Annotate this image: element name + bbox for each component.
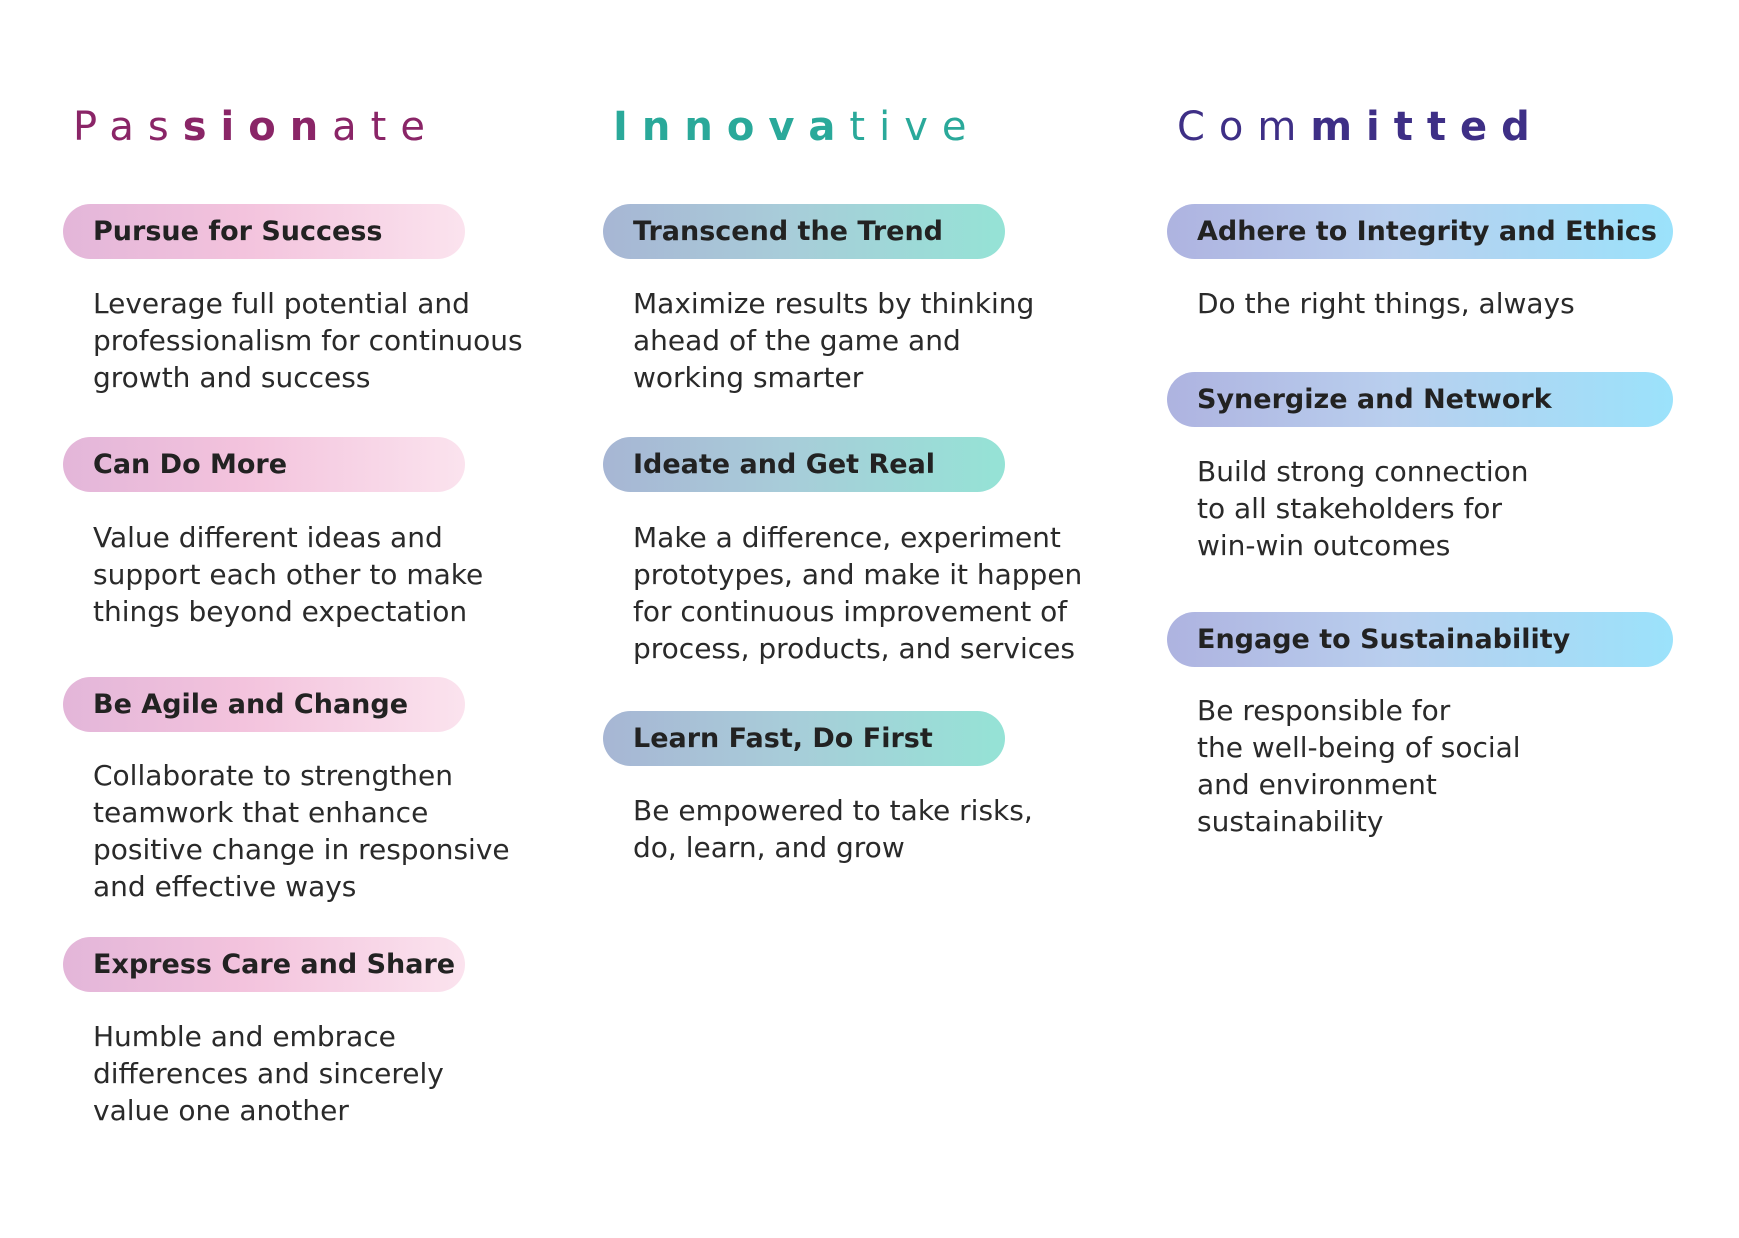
description-line: and environment xyxy=(1197,768,1437,801)
description-line: do, learn, and grow xyxy=(633,831,905,864)
description-line: process, products, and services xyxy=(633,632,1075,665)
value-pill: Engage to Sustainability xyxy=(1167,612,1673,667)
description-line: positive change in responsive xyxy=(93,833,510,866)
heading-passionate xyxy=(73,102,439,152)
value-description xyxy=(93,285,523,396)
description-line: for continuous improvement of xyxy=(633,595,1068,628)
value-pill: Ideate and Get Real xyxy=(603,437,1005,492)
description-line: Build strong connection xyxy=(1197,455,1529,488)
value-pill: Transcend the Trend xyxy=(603,204,1005,259)
description-line: Make a difference, experiment xyxy=(633,521,1061,554)
description-line: win-win outcomes xyxy=(1197,529,1451,562)
value-pill: Express Care and Share xyxy=(63,937,465,992)
description-line: Collaborate to strengthen xyxy=(93,759,453,792)
description-line: and effective ways xyxy=(93,870,357,903)
description-line: growth and success xyxy=(93,361,371,394)
column-passionate xyxy=(63,0,563,1238)
description-line: teamwork that enhance xyxy=(93,796,429,829)
value-description xyxy=(93,757,510,905)
column-innovative xyxy=(603,0,1123,1238)
heading-part: Innova xyxy=(613,104,850,150)
description-line: Maximize results by thinking xyxy=(633,287,1035,320)
description-line: value one another xyxy=(93,1094,349,1127)
value-description xyxy=(1197,453,1528,564)
heading-committed xyxy=(1177,102,1544,152)
value-description xyxy=(93,519,483,630)
value-pill: Pursue for Success xyxy=(63,204,465,259)
description-line: Leverage full potential and xyxy=(93,287,470,320)
description-line: working smarter xyxy=(633,361,864,394)
description-line: prototypes, and make it happen xyxy=(633,558,1083,591)
description-line: Be empowered to take risks, xyxy=(633,794,1033,827)
heading-part: sion xyxy=(182,104,333,150)
description-line: professionalism for continuous xyxy=(93,324,523,357)
description-line: sustainability xyxy=(1197,805,1384,838)
value-pill: Synergize and Network xyxy=(1167,372,1673,427)
value-description xyxy=(633,519,1082,667)
value-pill: Be Agile and Change xyxy=(63,677,465,732)
description-line: Do the right things, always xyxy=(1197,287,1575,320)
description-line: things beyond expectation xyxy=(93,595,468,628)
description-line: ahead of the game and xyxy=(633,324,961,357)
value-pill: Adhere to Integrity and Ethics xyxy=(1167,204,1673,259)
heading-part: mitted xyxy=(1310,104,1544,150)
description-line: support each other to make xyxy=(93,558,484,591)
value-description xyxy=(633,792,1033,866)
value-pill: Can Do More xyxy=(63,437,465,492)
column-committed xyxy=(1167,0,1687,1238)
value-description xyxy=(1197,692,1521,840)
value-pill: Learn Fast, Do First xyxy=(603,711,1005,766)
description-line: Humble and embrace xyxy=(93,1020,396,1053)
heading-part: tive xyxy=(849,104,981,150)
description-line: the well-being of social xyxy=(1197,731,1521,764)
heading-part: Com xyxy=(1177,104,1311,150)
heading-part: Pas xyxy=(73,104,183,150)
description-line: differences and sincerely xyxy=(93,1057,444,1090)
heading-part: ate xyxy=(332,104,439,150)
value-description xyxy=(1197,285,1575,322)
description-line: to all stakeholders for xyxy=(1197,492,1502,525)
description-line: Value different ideas and xyxy=(93,521,443,554)
value-description xyxy=(93,1018,444,1129)
description-line: Be responsible for xyxy=(1197,694,1451,727)
value-description xyxy=(633,285,1034,396)
heading-innovative xyxy=(613,102,980,152)
